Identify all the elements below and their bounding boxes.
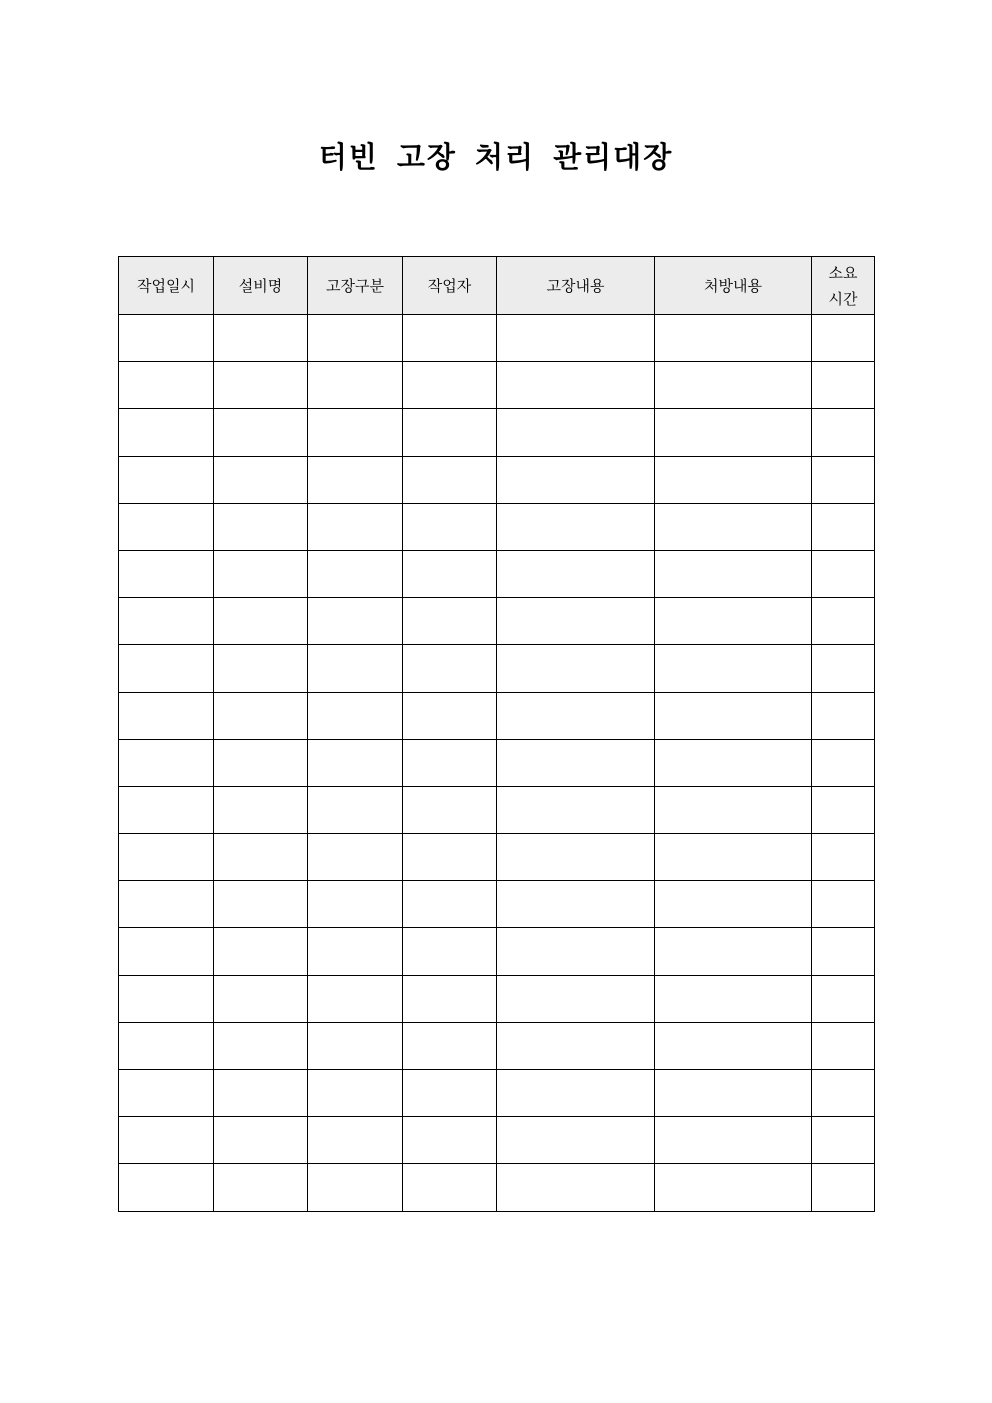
table-cell[interactable] — [119, 503, 214, 550]
table-cell[interactable] — [812, 503, 875, 550]
table-cell[interactable] — [655, 928, 812, 975]
table-cell[interactable] — [214, 739, 308, 786]
document-title: 터빈 고장 처리 관리대장 — [318, 140, 674, 174]
col-equipment-name: 설비명 — [214, 257, 308, 315]
table-cell[interactable] — [497, 550, 655, 597]
table-cell[interactable] — [403, 975, 497, 1022]
table-cell[interactable] — [119, 598, 214, 645]
table-cell[interactable] — [119, 315, 214, 362]
table-cell[interactable] — [655, 1070, 812, 1117]
table-cell[interactable] — [655, 645, 812, 692]
table-cell[interactable] — [403, 409, 497, 456]
table-cell[interactable] — [497, 834, 655, 881]
table-cell[interactable] — [308, 550, 403, 597]
table-cell[interactable] — [403, 645, 497, 692]
table-cell[interactable] — [214, 975, 308, 1022]
table-cell[interactable] — [812, 881, 875, 928]
table-cell[interactable] — [214, 786, 308, 833]
table-row — [119, 692, 875, 739]
table-cell[interactable] — [403, 692, 497, 739]
table-cell[interactable] — [497, 739, 655, 786]
table-cell[interactable] — [497, 1117, 655, 1164]
table-cell[interactable] — [214, 550, 308, 597]
table-cell[interactable] — [812, 550, 875, 597]
table-cell[interactable] — [655, 456, 812, 503]
table-cell[interactable] — [308, 1117, 403, 1164]
table-cell[interactable] — [308, 975, 403, 1022]
table-cell[interactable] — [655, 881, 812, 928]
table-cell[interactable] — [308, 692, 403, 739]
table-cell[interactable] — [308, 1070, 403, 1117]
table-cell[interactable] — [214, 456, 308, 503]
table-cell[interactable] — [119, 692, 214, 739]
table-cell[interactable] — [655, 834, 812, 881]
table-cell[interactable] — [655, 409, 812, 456]
table-cell[interactable] — [214, 362, 308, 409]
table-row — [119, 1117, 875, 1164]
table-cell[interactable] — [119, 928, 214, 975]
table-cell[interactable] — [812, 692, 875, 739]
table-cell[interactable] — [403, 456, 497, 503]
table-cell[interactable] — [655, 598, 812, 645]
col-time-required: 소요 시간 — [812, 257, 875, 315]
table-cell[interactable] — [655, 1022, 812, 1069]
table-cell[interactable] — [403, 881, 497, 928]
table-cell[interactable] — [119, 975, 214, 1022]
table-row — [119, 456, 875, 503]
table-cell[interactable] — [403, 928, 497, 975]
table-row — [119, 1022, 875, 1069]
table-cell[interactable] — [214, 503, 308, 550]
table-cell[interactable] — [308, 645, 403, 692]
table-row — [119, 409, 875, 456]
table-row — [119, 550, 875, 597]
table-cell[interactable] — [403, 834, 497, 881]
table-cell[interactable] — [308, 362, 403, 409]
table-cell[interactable] — [812, 409, 875, 456]
table-cell[interactable] — [119, 1070, 214, 1117]
table-cell[interactable] — [655, 975, 812, 1022]
table-cell[interactable] — [119, 786, 214, 833]
table-cell[interactable] — [812, 786, 875, 833]
table-cell[interactable] — [119, 834, 214, 881]
table-cell[interactable] — [497, 362, 655, 409]
table-cell[interactable] — [812, 1070, 875, 1117]
table-cell[interactable] — [119, 456, 214, 503]
col-remedy-details: 처방내용 — [655, 257, 812, 315]
table-cell[interactable] — [497, 409, 655, 456]
table-cell[interactable] — [497, 645, 655, 692]
table-row — [119, 834, 875, 881]
table-row — [119, 975, 875, 1022]
table-cell[interactable] — [214, 834, 308, 881]
table-cell[interactable] — [119, 550, 214, 597]
table-cell[interactable] — [403, 503, 497, 550]
fault-log-table — [118, 256, 875, 1212]
table-cell[interactable] — [497, 975, 655, 1022]
table-cell[interactable] — [812, 975, 875, 1022]
table-cell[interactable] — [655, 739, 812, 786]
table-cell[interactable] — [655, 1164, 812, 1211]
table-cell[interactable] — [655, 550, 812, 597]
table-cell[interactable] — [497, 692, 655, 739]
table-row — [119, 503, 875, 550]
table-cell[interactable] — [812, 928, 875, 975]
table-row — [119, 881, 875, 928]
table-cell[interactable] — [403, 550, 497, 597]
table-cell[interactable] — [214, 928, 308, 975]
table-row — [119, 786, 875, 833]
table-cell[interactable] — [308, 503, 403, 550]
table-row — [119, 598, 875, 645]
table-cell[interactable] — [403, 1117, 497, 1164]
table-cell[interactable] — [119, 409, 214, 456]
table-row — [119, 928, 875, 975]
table-cell[interactable] — [655, 315, 812, 362]
table-cell[interactable] — [497, 503, 655, 550]
col-fault-type: 고장구분 — [308, 257, 403, 315]
table-row — [119, 1164, 875, 1211]
table-cell[interactable] — [497, 928, 655, 975]
table-cell[interactable] — [403, 1164, 497, 1211]
table-cell[interactable] — [403, 739, 497, 786]
table-row — [119, 645, 875, 692]
table-cell[interactable] — [119, 739, 214, 786]
table-cell[interactable] — [308, 834, 403, 881]
table-cell[interactable] — [214, 1070, 308, 1117]
table-row — [119, 362, 875, 409]
table-cell[interactable] — [403, 315, 497, 362]
table-cell[interactable] — [214, 598, 308, 645]
table-cell[interactable] — [308, 928, 403, 975]
table-cell[interactable] — [214, 1022, 308, 1069]
table-cell[interactable] — [119, 1117, 214, 1164]
table-cell[interactable] — [497, 881, 655, 928]
table-row — [119, 315, 875, 362]
table-cell[interactable] — [403, 786, 497, 833]
table-cell[interactable] — [497, 1070, 655, 1117]
col-work-datetime: 작업일시 — [119, 257, 214, 315]
table-cell[interactable] — [214, 692, 308, 739]
table-cell[interactable] — [812, 645, 875, 692]
table-cell[interactable] — [497, 315, 655, 362]
table-cell[interactable] — [655, 503, 812, 550]
table-cell[interactable] — [655, 692, 812, 739]
table-cell[interactable] — [497, 456, 655, 503]
table-cell[interactable] — [812, 1117, 875, 1164]
table-cell[interactable] — [214, 1164, 308, 1211]
table-cell[interactable] — [119, 645, 214, 692]
table-cell[interactable] — [308, 409, 403, 456]
table-cell[interactable] — [812, 1022, 875, 1069]
table-cell[interactable] — [497, 598, 655, 645]
col-fault-details: 고장내용 — [497, 257, 655, 315]
table-cell[interactable] — [655, 362, 812, 409]
table-cell[interactable] — [403, 598, 497, 645]
table-cell[interactable] — [119, 1164, 214, 1211]
table-row — [119, 739, 875, 786]
table-cell[interactable] — [308, 1164, 403, 1211]
table-cell[interactable] — [119, 362, 214, 409]
table-cell[interactable] — [812, 456, 875, 503]
table-cell[interactable] — [497, 786, 655, 833]
table-cell[interactable] — [308, 598, 403, 645]
table-cell[interactable] — [308, 456, 403, 503]
table-cell[interactable] — [308, 786, 403, 833]
table-cell[interactable] — [812, 362, 875, 409]
table-cell[interactable] — [403, 362, 497, 409]
table-cell[interactable] — [119, 881, 214, 928]
table-cell[interactable] — [655, 1117, 812, 1164]
table-cell[interactable] — [308, 881, 403, 928]
table-cell[interactable] — [214, 409, 308, 456]
table-cell[interactable] — [812, 1164, 875, 1211]
table-cell[interactable] — [308, 315, 403, 362]
table-cell[interactable] — [655, 786, 812, 833]
table-cell[interactable] — [812, 739, 875, 786]
table-cell[interactable] — [403, 1070, 497, 1117]
header-row — [119, 257, 875, 315]
table-cell[interactable] — [497, 1022, 655, 1069]
col-worker: 작업자 — [403, 257, 497, 315]
table-cell[interactable] — [214, 1117, 308, 1164]
table-cell[interactable] — [812, 834, 875, 881]
table-cell[interactable] — [812, 598, 875, 645]
table-row — [119, 1070, 875, 1117]
table-cell[interactable] — [812, 315, 875, 362]
table-cell[interactable] — [214, 645, 308, 692]
table-cell[interactable] — [214, 315, 308, 362]
table-cell[interactable] — [308, 739, 403, 786]
table-cell[interactable] — [119, 1022, 214, 1069]
table-cell[interactable] — [497, 1164, 655, 1211]
table-cell[interactable] — [308, 1022, 403, 1069]
table-cell[interactable] — [403, 1022, 497, 1069]
table-cell[interactable] — [214, 881, 308, 928]
